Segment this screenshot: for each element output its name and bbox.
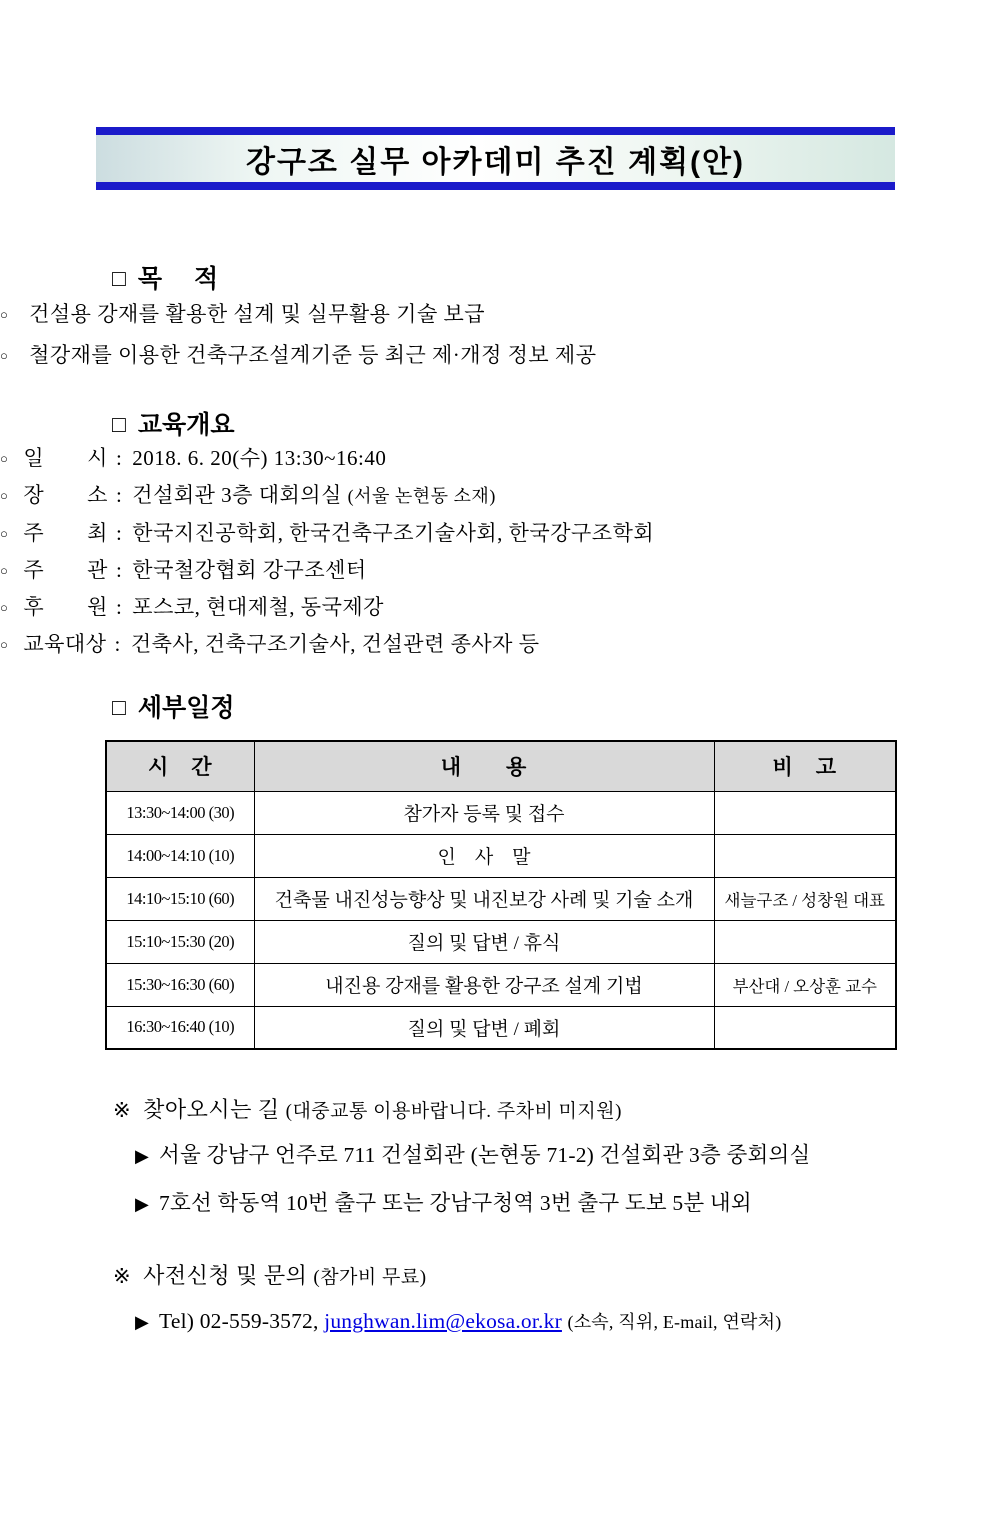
reference-mark-icon: ※ [113, 1098, 132, 1122]
section-title-overview: 교육개요 [137, 411, 235, 439]
overview-item [0, 515, 992, 552]
circle-bullet-icon: ○ [0, 451, 9, 466]
circle-bullet-icon: ○ [0, 637, 9, 652]
square-bullet-icon: □ [112, 411, 126, 437]
directions-item-text: 서울 강남구 언주로 711 건설회관 (논현동 71-2) 건설회관 3층 중회의실 [159, 1143, 811, 1167]
overview-item-colon: : [115, 595, 123, 619]
purpose-list [0, 294, 992, 376]
registration-note: (참가비 무료) [313, 1267, 427, 1288]
cell-content: 내진용 강재를 활용한 강구조 설계 기법 [254, 963, 714, 1006]
cell-time: 15:30~16:30 (60) [106, 963, 254, 1006]
overview-item-colon: : [115, 483, 123, 507]
circle-bullet-icon: ○ [0, 600, 9, 615]
registration-block [113, 1260, 992, 1342]
cell-note [714, 791, 896, 834]
column-header-note: 비 고 [714, 741, 896, 791]
contact-email-link[interactable]: junghwan.lim@ekosa.or.kr [324, 1309, 562, 1333]
cell-time: 16:30~16:40 (10) [106, 1006, 254, 1049]
registration-contact-line [135, 1302, 992, 1342]
directions-block [113, 1094, 992, 1224]
table-header-row [106, 741, 896, 791]
overview-item-colon: : [115, 446, 123, 470]
circle-bullet-icon: ○ [0, 348, 9, 363]
purpose-item-text: 건설용 강재를 활용한 설계 및 실무활용 기술 보급 [29, 302, 486, 326]
directions-item-text: 7호선 학동역 10번 출구 또는 강남구청역 3번 출구 도보 5분 내외 [159, 1191, 752, 1215]
overview-item-colon: : [115, 521, 123, 545]
section-heading-schedule [112, 693, 992, 723]
section-title-purpose: 목 적 [137, 265, 219, 293]
overview-item-note: (서울 논현동 소재) [347, 486, 496, 506]
square-bullet-icon: □ [112, 694, 126, 720]
table-row [106, 877, 896, 920]
section-heading-overview [112, 410, 992, 440]
table-row [106, 1006, 896, 1049]
table-row [106, 963, 896, 1006]
overview-item-value: 2018. 6. 20(수) 13:30~16:40 [132, 446, 387, 470]
directions-item [135, 1184, 992, 1224]
arrow-bullet-icon: ▶ [135, 1146, 150, 1166]
cell-note: 부산대 / 오상훈 교수 [714, 963, 896, 1006]
title-banner [96, 127, 895, 190]
circle-bullet-icon: ○ [0, 488, 9, 503]
cell-note [714, 834, 896, 877]
directions-title: 찾아오시는 길 [143, 1097, 280, 1122]
overview-item-label: 주 관 [23, 558, 108, 582]
cell-content: 인 사 말 [254, 834, 714, 877]
overview-item-label: 일 시 [23, 446, 108, 470]
overview-item-value: 건설회관 3층 대회의실 [132, 483, 342, 507]
overview-item-colon: : [115, 558, 123, 582]
banner-body [96, 135, 895, 182]
overview-item [0, 626, 992, 663]
purpose-item [0, 294, 992, 335]
circle-bullet-icon: ○ [0, 526, 9, 541]
table-row [106, 791, 896, 834]
table-row [106, 834, 896, 877]
overview-item-value: 한국철강협회 강구조센터 [132, 558, 367, 582]
overview-item-value: 포스코, 현대제철, 동국제강 [132, 595, 384, 619]
overview-item-value: 건축사, 건축구조기술사, 건설관련 종사자 등 [130, 632, 540, 656]
overview-item-colon: : [114, 632, 121, 656]
page-title: 강구조 실무 아카데미 추진 계획(안) [245, 145, 746, 179]
cell-time: 13:30~14:00 (30) [106, 791, 254, 834]
column-header-time: 시 간 [106, 741, 254, 791]
arrow-bullet-icon: ▶ [135, 1312, 150, 1332]
reference-mark-icon: ※ [113, 1264, 132, 1288]
square-bullet-icon: □ [112, 265, 126, 291]
directions-note: (대중교통 이용바랍니다. 주차비 미지원) [285, 1101, 622, 1122]
cell-note: 새늘구조 / 성창원 대표 [714, 877, 896, 920]
overview-item [0, 477, 992, 515]
overview-item-label: 후 원 [23, 595, 108, 619]
cell-content: 질의 및 답변 / 폐회 [254, 1006, 714, 1049]
directions-item [135, 1136, 992, 1176]
cell-note [714, 920, 896, 963]
cell-content: 참가자 등록 및 접수 [254, 791, 714, 834]
contact-tel: Tel) 02-559-3572, [159, 1309, 319, 1333]
table-row [106, 920, 896, 963]
overview-item-label: 교육대상 [23, 632, 107, 656]
purpose-item [0, 335, 992, 376]
schedule-table [105, 740, 897, 1050]
column-header-content: 내 용 [254, 741, 714, 791]
cell-note [714, 1006, 896, 1049]
arrow-bullet-icon: ▶ [135, 1194, 150, 1214]
document-page [0, 127, 992, 1342]
cell-time: 14:10~15:10 (60) [106, 877, 254, 920]
banner-bottom-bar [96, 182, 895, 190]
cell-time: 15:10~15:30 (20) [106, 920, 254, 963]
banner-top-bar [96, 127, 895, 135]
overview-item [0, 440, 992, 477]
overview-item [0, 589, 992, 626]
circle-bullet-icon: ○ [0, 563, 9, 578]
circle-bullet-icon: ○ [0, 307, 9, 322]
overview-item [0, 552, 992, 589]
section-heading-purpose [112, 264, 992, 294]
overview-item-label: 장 소 [23, 483, 108, 507]
cell-content: 건축물 내진성능향상 및 내진보강 사례 및 기술 소개 [254, 877, 714, 920]
overview-item-value: 한국지진공학회, 한국건축구조기술사회, 한국강구조학회 [132, 521, 655, 545]
contact-note: (소속, 직위, E-mail, 연락처) [567, 1312, 782, 1332]
registration-heading [113, 1260, 992, 1294]
purpose-item-text: 철강재를 이용한 건축구조설계기준 등 최근 제·개정 정보 제공 [29, 343, 597, 367]
overview-item-label: 주 최 [23, 521, 108, 545]
registration-title: 사전신청 및 문의 [143, 1263, 308, 1288]
overview-list [0, 440, 992, 663]
directions-heading [113, 1094, 992, 1128]
cell-content: 질의 및 답변 / 휴식 [254, 920, 714, 963]
cell-time: 14:00~14:10 (10) [106, 834, 254, 877]
section-title-schedule: 세부일정 [137, 694, 235, 722]
